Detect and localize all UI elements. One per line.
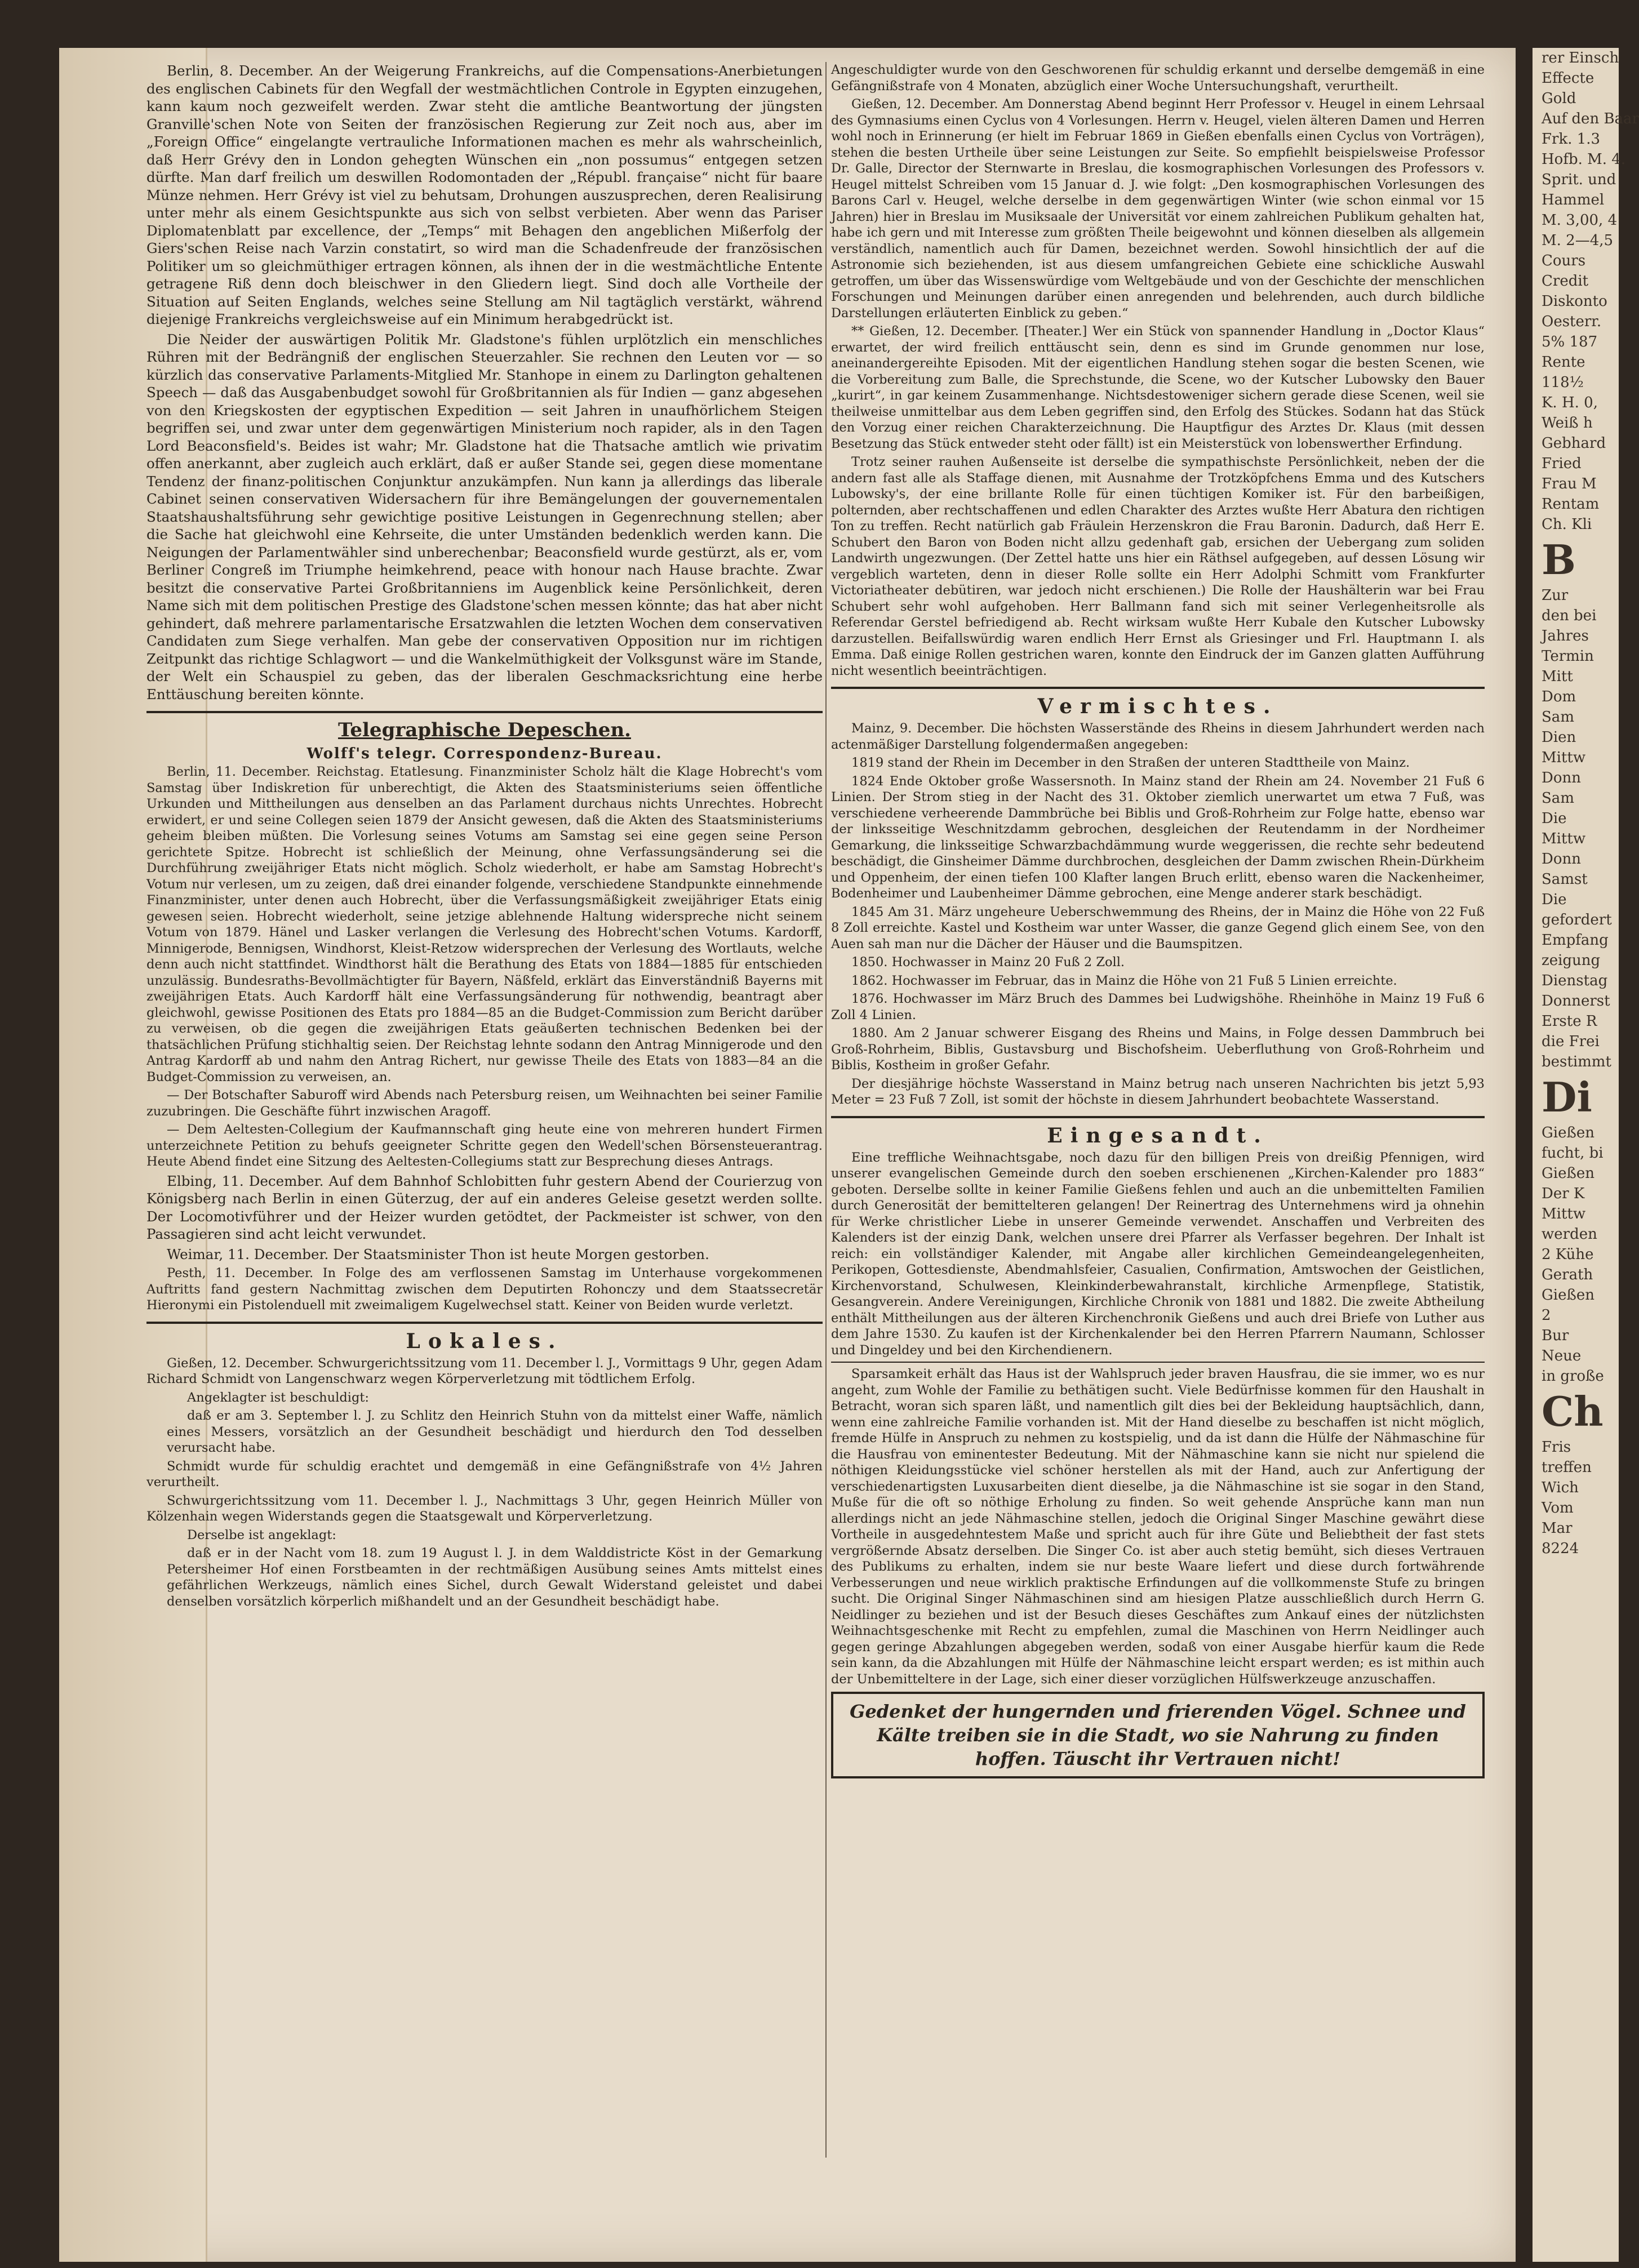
column-divider xyxy=(825,62,827,2158)
adjacent-page-text: Diskonto xyxy=(1542,293,1607,310)
adjacent-page-text: bestimmt xyxy=(1542,1053,1611,1070)
lokal-charge-label: Angeklagter ist beschuldigt: xyxy=(187,1390,369,1405)
adjacent-page-text: Mittw xyxy=(1542,749,1586,766)
adjacent-page-text: Credit xyxy=(1542,273,1589,290)
adjacent-page-text: Gießen xyxy=(1542,1165,1594,1182)
adjacent-page-text: Der K xyxy=(1542,1185,1585,1202)
article-theater: ** Gießen, 12. December. [Theater.] Wer ein Stück von spannender Handlung in „Doctor Klaus“ erwartet, der wird freilich enttäuscht sein, denn es sind im Grunde genommen nur lose, aneinandergereihte Episoden. Mit der eigentlichen Handlung stehen sogar die besten Scenen, wie die Vorbereitung zum Balle, die Sprechstunde, die Scene, wo der Kutscher Lubowsky den Bauer „kurirt“, in gar keinem Zusammenhange. Nichtsdestoweniger sichern gerade diese Scenen, weil sie theilweise unmittelbar aus dem Leben gegriffen sind, den Erfolg des Stückes. Sodann hat das Stück den Vorzug einer reichen Charakterzeichnung. Die Hauptfigur des Arztes Dr. Klaus (mit dessen Besetzung das Stück entweder steht oder fällt) ist ein Meisterstück von lobenswerther Erfindung. xyxy=(831,324,1485,451)
article-berlin: Berlin, 8. December. An der Weigerung Frankreichs, auf die Compensations-Anerbietungen des englischen Cabinets für den Wegfall der westmächtlichen Controle in Egypten einzugehen, kann kaum noch gezweifelt werden. Zwar steht die amtliche Beantwortung der jüngsten Granville'schen Note von Seiten der französischen Regierung zur Zeit noch aus, aber im „Foreign Office“ eingelangte vertrauliche Informationen machen es mehr als wahrscheinlich, daß Herr Grévy den in London gehegten Wünschen ein „non possumus“ entgegen setzen dürfte. Man darf freilich um deswillen Rodomontaden der „Républ. française“ nicht für baare Münze nehmen. Herr Grévy ist viel zu behutsam, Drohungen auszusprechen, deren Realisirung unter mehr als einem Gesichtspunkte aus sich von selbst verbieten. Aber wenn das Pariser Diplomatenblatt par excellence, der „Temps“ mit Behagen den angeblichen Mißerfolg der Giers'schen Reise nach Varzin constatirt, so wird man die Schadenfreude der französischen Politiker um so gleichmüthiger ertragen können, als ihnen der in die westmächtliche Entente getragene Riß denn doch bleischwer in den Gliedern liegt. Sind doch alle Vortheile der Situation auf Seiten Englands, welches seine Stellung am Nil tagtäglich verstärkt, während diejenige Frankreichs vergleichsweise auf ein Minimum herabgedrückt ist. xyxy=(146,63,823,327)
section-rule xyxy=(146,1322,823,1324)
adjacent-page-fragment xyxy=(1533,48,1639,2262)
dispatch-berlin: Berlin, 11. December. Reichstag. Etatlesung. Finanzminister Scholz hält die Klage Hobrecht's vom Samstag über Indiskretion für unberechtigt, die Akten des Staatsministeriums seien öffentliche Urkunden und Mittheilungen aus denselben an das Parlament durchaus nichts Unrechtes. Hobrecht erwidert, er und seine Collegen seien 1879 der Ansicht gewesen, daß die Akten des Staatsministeriums geheim bleiben müßten. Die Vorlesung seines Votums am Samstag sei eine gegen seine Person gerichtete Spitze. Hobrecht ist schließlich der Meinung, ohne Verfassungsänderung sei die Durchführung zweijähriger Etats nicht möglich. Scholz wiederholt, er habe am Samstag Hobrecht's Votum nur verlesen, um zu zeigen, daß drei einander folgende, verschiedene Standpunkte einnehmende Finanzminister, unter denen auch Hobrecht, über die Verfassungsmäßigkeit zweijähriger Etats einig gewesen seien. Hobrecht wiederholt, seine jetzige ablehnende Haltung widerspreche nicht seinem Votum von 1879. Hänel und Lasker verlangen die Verlesung des Hobrecht'schen Votums. Kardorff, Minnigerode, Bennigsen, Windhorst, Kleist-Retzow widersprechen der Verlesung des Wortlauts, welche denn auch nicht stattfindet. Windthorst hält die Berathung des Etats von 1884—1885 für entschieden unzulässig. Bundesraths-Bevollmächtigter für Bayern, Näßfeld, erklärt das Einverständniß Bayerns mit zweijährigen Etats. Auch Kardorff hält eine Verfassungsänderung für nothwendig, beantragt aber gleichwohl, gewisse Positionen des Etats pro 1884—85 an die Budget-Commission zum Bericht darüber zu verweisen, ob die gegen die zweijährigen Etats geäußerten technischen Bedenken bei der thatsächlichen Prüfung stichhaltig seien. Der Reichstag lehnte sodann den Antrag Minnigerode und den Antrag Kardorff ab und nahm den Antrag Richert, nur gewisse Theile des Etats von 1883—84 an die Budget-Commission zu verweisen, an. xyxy=(146,764,823,1084)
adjacent-page-text: Gießen xyxy=(1542,1124,1594,1141)
adjacent-page-text: M. 3,00, 4 xyxy=(1542,212,1618,229)
adjacent-page-text: Donn xyxy=(1542,770,1581,786)
adjacent-page-text: Wich xyxy=(1542,1479,1579,1496)
adjacent-page-text: M. 2—4,5 xyxy=(1542,232,1614,249)
adjacent-page-text: B xyxy=(1542,536,1576,584)
adjacent-page-text: Dom xyxy=(1542,688,1576,705)
adjacent-page-text: Rentam xyxy=(1542,496,1600,513)
flood-1876: 1876. Hochwasser im März Bruch des Dammes bei Ludwigshöhe. Rheinhöhe in Mainz 19 Fuß 6 Zoll 4 Linien. xyxy=(831,991,1485,1022)
adjacent-page-text: Effecte xyxy=(1542,70,1594,87)
article-berlin-p2: Die Neider der auswärtigen Politik Mr. Gladstone's fühlen urplötzlich ein menschliches Rühren mit der Bedrängniß der englischen Steuerzahler. Sie rechnen den Leuten vor — so kürzlich das conservative Parlaments-Mitglied Mr. Stanhope in einem zu Darlington gehaltenen Speech — daß das Ausgabenbudget sowohl für Großbritannien als für Indien — ganz abgesehen von den Kriegskosten der egyptischen Expedition — seit Jahren in unaufhörlichem Steigen begriffen sei, und zwar unter dem gegenwärtigen Ministerium noch rapider, als in den Tagen Lord Beaconsfield's. Beides ist wahr; Mr. Gladstone hat die Thatsache amtlich wie privatim offen anerkannt, aber zugleich auch erklärt, daß er außer Stande sei, gegen diese momentane Tendenz der finanz-politischen Conjunktur anzukämpfen. Nun kann ja allerdings das liberale Cabinet seinen conservativen Widersachern für ihre Bemängelungen der gouvernementalen Staatshaushaltsführung sehr gewichtige positive Leistungen in Gegenrechnung stellen; aber die Sache hat gleichwohl eine Kehrseite, die unter Umständen bedenklich werden kann. Die Neigungen der Parlamentwähler sind unberechenbar; Beaconsfield wurde gestürzt, als er, vom Berliner Congreß im Triumphe heimkehrend, peace with honour nach Hause brachte. Zwar besitzt die conservative Partei Großbritanniens im Augenblick keine Persönlichkeit, deren Name sich mit dem politischen Prestige des Gladstone'schen messen könnte; das hat aber nicht gehindert, daß mehrere parlamentarische Ersatzwahlen die letzten Wochen dem conservativen Candidaten zum Siege verhalfen. Man gebe der conservativen Opposition nur im richtigen Zeitpunkt das richtige Schlagwort — und die Wankelmüthigkeit der Volksgunst wäre im Stande, der Welt ein Schauspiel zu geben, das der liberalen Geschmacksrichtung eine herbe Enttäuschung bereiten könnte. xyxy=(146,331,823,702)
adjacent-page-text: Sprit. und xyxy=(1542,171,1616,188)
adjacent-page-text: werden xyxy=(1542,1226,1597,1243)
adjacent-page-text: Die xyxy=(1542,891,1567,908)
flood-current: Der diesjährige höchste Wasserstand in Mainz betrug nach unseren Nachrichten bis jetzt 5,93 Meter = 23 Fuß 7 Zoll, ist somit der höchste in diesem Jahrhundert beobachtete Wasserstand. xyxy=(831,1076,1485,1107)
adjacent-page-text: Weiß h xyxy=(1542,415,1593,432)
adjacent-page-text: die Frei xyxy=(1542,1033,1600,1050)
lokal-charge-text-2: daß er in der Nacht vom 18. zum 19 August l. J. in dem Walddistricte Köst in der Gemarkung Petersheimer Hof einen Forstbeamten in der rechtmäßigen Ausübung seines Amts mittelst eines gefährlichen Werkzeugs, nämlich eines Sichel, durch Gewalt Widerstand geleistet und dabei denselben vorsätzlich körperlich mißhandelt und an der Gesundheit beschädigt habe. xyxy=(167,1546,823,1609)
lokal-verdict: Schmidt wurde für schuldig erachtet und demgemäß in eine Gefängnißstrafe von 4½ Jahren verurtheilt. xyxy=(146,1458,823,1489)
adjacent-page-text: 2 Kühe xyxy=(1542,1246,1594,1263)
adjacent-page-text: den bei xyxy=(1542,607,1597,624)
adjacent-page-text: Frk. 1.3 xyxy=(1542,131,1601,148)
adjacent-page-text: Hofb. M. 4. xyxy=(1542,151,1626,168)
adjacent-page-text: Samst xyxy=(1542,871,1588,888)
adjacent-page-text: Dienstag xyxy=(1542,972,1608,989)
adjacent-page-text: Gebhard xyxy=(1542,435,1606,452)
adjacent-page-text: treffen xyxy=(1542,1459,1592,1476)
section-title-eingesandt: Eingesandt. xyxy=(1047,1123,1269,1148)
adjacent-page-text: Bur xyxy=(1542,1327,1569,1344)
letter-kirchenkalender: Eine treffliche Weihnachtsgabe, noch dazu für den billigen Preis von dreißig Pfennigen, wird unserer evangelischen Gemeinde durch den soeben erschienenen „Kirchen-Kalender pro 1883“ geboten. Derselbe sollte in keiner Familie Gießens fehlen und auch an die unbemittelten Familien durch Generosität der bemittelteren gelangen! Der Reinertrag des Unternehmens wird ja ohnehin für Werke christlicher Liebe in unserer Gemeinde verwendet. Anschaffen und Verbreiten des Kalenders ist der einzig Dank, welchen unsere drei Pfarrer als Verfasser begehren. Der Inhalt ist reich: ein vollständiger Kalender, mit Angabe aller kirchlichen Gemeindeangelegenheiten, Perikopen, Gottesdienste, Abendmahlsfeier, Casualien, Confirmation, Amtswochen der Geistlichen, Kirchenvorstand, Schulwesen, Kleinkinderbewahranstalt, kirchliche Armenpflege, Statistik, Gesangverein. Andere Vereinigungen, Kirchliche Chronik von 1881 und 1882. Die zweite Abtheilung enthält Mittheilungen aus der älteren Kirchenchronik Gießens und auch drei Briefe von Luther aus dem Jahre 1530. Zu kaufen ist der Kirchenkalender bei den Herren Pfarrern Naumann, Schlosser und Dingeldey und bei den Kirchendienern. xyxy=(831,1150,1485,1358)
adjacent-page-text: Ch xyxy=(1542,1388,1604,1435)
adjacent-page-text: Zur xyxy=(1542,587,1569,604)
letter-singer: Sparsamkeit erhält das Haus ist der Wahlspruch jeder braven Hausfrau, die sie immer, wo es nur angeht, zum Wohle der Familie zu bethätigen sucht. Viele Bedürfnisse kommen für den Haushalt in Betracht, woran sich sparen läßt, und namentlich gilt dies bei der Bekleidung hauptsächlich, dann, wenn eine zahlreiche Familie vorhanden ist. Mit der Hand dieselbe zu beschaffen ist nicht möglich, fremde Hülfe in Anspruch zu nehmen zu kostspielig, und da ist dann die Hülfe der Nähmaschine für die Hausfrau von eminentester Bedeutung. Mit der Nähmaschine kann sie nicht nur spielend die nöthigen Kleidungsstücke viel schöner herstellen als mit der Hand, auch zur Anfertigung der verschiedenartigsten Luxusarbeiten dient dieselbe, ja die Nähmaschine ist sie sogar in den Stand, Muße für die oft so nöthige Erholung zu finden. So weit gehende Ansprüche kann man nun allerdings nicht an jede Nähmaschine stellen, jedoch die Original Singer Maschine gewährt diese Vortheile in ausgedehntestem Maße und spricht auch für ihre Güte und Beliebtheit der fast stets vergrößernde Absatz derselben. Die Singer Co. ist aber auch stetig bemüht, sich dieses Vertrauen des Publikums zu erhalten, indem sie nur beste Waare liefert und diese durch fortwährende Verbesserungen und neue wirklich praktische Erfindungen auf die vollkommenste Stufe zu bringen sucht. Die Original Singer Nähmaschinen sind am hiesigen Platze ausschließlich durch Herrn G. Neidlinger zu beziehen und ist der Besuch dieses Geschäftes zum Ankauf eines der nützlichsten Weihnachtsgeschenke mit Recht zu empfehlen, zumal die Maschinen von Herrn Neidlinger auch gegen geringe Abzahlungen abgegeben werden, sodaß von einer Ausgabe hierfür kaum die Rede sein kann, da die Abzahlungen mit Hülfe der Nähmaschine leicht erspart werden; es ist mithin auch der Unbemitteltere in der Lage, sich einer dieser vorzüglichen Hülfswerkzeuge anzuschaffen. xyxy=(831,1367,1485,1687)
adjacent-page-text: Rente xyxy=(1542,354,1585,371)
section-rule xyxy=(831,687,1485,689)
adjacent-page-text: Oesterr. xyxy=(1542,313,1602,330)
adjacent-page-text: Di xyxy=(1542,1073,1592,1121)
adjacent-page-text: Empfang xyxy=(1542,932,1609,949)
adjacent-page-text: 2 xyxy=(1542,1307,1551,1324)
adjacent-page-text: Mar xyxy=(1542,1520,1573,1537)
flood-1880: 1880. Am 2 Januar schwerer Eisgang des Rheins und Mains, in Folge dessen Dammbruch bei Groß-Rohrheim, Biblis, Gustavsburg und Bischofsheim. Ueberfluthung von Groß-Rohrheim und Biblis, Kostheim in großer Gefahr. xyxy=(831,1026,1485,1073)
lokal-schwurgericht-2: Schwurgerichtssitzung vom 11. December l. J., Nachmittags 3 Uhr, gegen Heinrich Müller von Kölzenhain wegen Widerstands gegen die Staatsgewalt und Körperverletzung. xyxy=(146,1493,823,1524)
section-title-vermischtes: Vermischtes. xyxy=(1037,695,1278,718)
adjacent-page-text: Auf den Baar xyxy=(1542,110,1639,127)
adjacent-page-text: Die xyxy=(1542,810,1567,827)
adjacent-page-text: Frau M xyxy=(1542,475,1597,492)
article-heugel-lectures: Gießen, 12. December. Am Donnerstag Abend beginnt Herr Professor v. Heugel in einem Lehrsaal des Gymnasiums einen Cyclus von 4 Vorlesungen. Herrn v. Heugel, vielen älteren Damen und Herren wohl noch in Erinnerung (er hielt im Februar 1869 in Gießen ebenfalls einen Cyclus von Vorträgen), stehen die besten Urtheile über seine Leistungen zur Seite. So empfiehlt beispielsweise Professor Dr. Galle, Director der Sternwarte in Breslau, die kosmographischen Vorlesungen des Professors v. Heugel mittelst Schreiben vom 15 Januar d. J. wie folgt: „Den kosmographischen Vorlesungen des Barons Carl v. Heugel, welche derselbe in dem gegenwärtigen Winter (wie schon einmal vor 15 Jahren) hier in Breslau im Musiksaale der Universität vor einem zahlreichen Publikum gehalten hat, habe ich gern und mit Interesse zum größten Theile beigewohnt und können dieselben als allgemein verständlich, namentlich auch für Damen, bezeichnet werden. Sowohl hinsichtlich der auf die Astronomie sich beziehenden, ist aus diesem umfangreichen Gebiete eine schickliche Auswahl getroffen, um über das Wissenswürdige vom Weltgebäude und von der Geschichte der menschlichen Forschungen und Meinungen darüber einen anregenden und belehrenden, auch durch bildliche Darstellungen erläuterten Einblick zu geben.“ xyxy=(831,97,1485,321)
adjacent-page-text: Mittw xyxy=(1542,1206,1586,1222)
adjacent-page-text: Sam xyxy=(1542,709,1574,726)
adjacent-page-text: Jahres xyxy=(1542,628,1589,644)
section-title-telegraphische: Telegraphische Depeschen. xyxy=(337,719,631,741)
flood-1819: 1819 stand der Rhein im December in den Straßen der unteren Stadttheile von Mainz. xyxy=(851,755,1410,770)
adjacent-page-text: Gießen xyxy=(1542,1287,1594,1304)
adjacent-page-text: Gold xyxy=(1542,90,1576,107)
adjacent-page-text: Donn xyxy=(1542,851,1581,868)
adjacent-page-text: zeigung xyxy=(1542,952,1601,969)
adjacent-page-text: Mitt xyxy=(1542,668,1573,685)
adjacent-page-text: fucht, bi xyxy=(1542,1145,1604,1162)
section-title-lokales: Lokales. xyxy=(406,1329,563,1353)
lokal-charge-label-2: Derselbe ist angeklagt: xyxy=(187,1527,336,1542)
adjacent-page-text: 5% 187 xyxy=(1542,333,1598,350)
adjacent-page-text: Erste R xyxy=(1542,1013,1597,1030)
section-rule xyxy=(831,1116,1485,1118)
adjacent-page-text: Fried xyxy=(1542,455,1582,472)
notice-box-birds: Gedenket der hungernden und frierenden Vögel. Schnee und Kälte treiben sie in die Stadt, wo sie Nahrung zu finden hoffen. Täuscht ihr Vertrauen nicht! xyxy=(831,1692,1485,1778)
article-theater-p2: Trotz seiner rauhen Außenseite ist derselbe die sympathischste Persönlichkeit, neben der die andern fast alle als Staffage dienen, mit Ausnahme der Trotzköpfchens Emma und des Kutschers Lubowsky's, der eine brillante Rolle für einen tüchtigen Komiker ist. Für den barbeißigen, polternden, aber rechtschaffenen und edlen Charakter des Arztes wußte Herr Abatura den richtigen Ton zu treffen. Recht natürlich gab Fräulein Herzenskron die Frau Baronin. Dadurch, daß Herr E. Schubert den Baron von Boden nicht allzu gedenhaft gab, ersichen der Uebergang zum soliden Landwirth ungezwungen. (Der Zettel hatte uns hier ein Räthsel aufgegeben, auf dessen Lösung wir vergeblich warteten, denn in dieser Rolle sollte ein Herr Adolphi Schmitt vom Frankfurter Victoriatheater debütiren, war jedoch nicht erschienen.) Die Rolle der Haushälterin war bei Frau Schubert sehr wohl aufgehoben. Herr Ballmann fand sich mit seiner Verlegenheitsrolle als Referendar Gerstel befriedigend ab. Recht wirksam wußte Herr Kubale den Kutscher Lubowsky darzustellen. Beifallswürdig waren endlich Herr Ernst als Griesinger und Frl. Hauptmann I. als Emma. Daß einige Rollen gestrichen waren, konnte den Eindruck der im Ganzen glatten Aufführung nicht wesentlich beeinträchtigen. xyxy=(831,455,1485,678)
dispatch-weimar: Weimar, 11. December. Der Staatsminister Thon ist heute Morgen gestorben. xyxy=(167,1246,709,1262)
dispatch-elbing: Elbing, 11. December. Auf dem Bahnhof Schlobitten fuhr gestern Abend der Courierzug von Königsberg nach Berlin in einen Güterzug, der auf ein anderes Geleise gesetzt werden sollte. Der Locomotivführer und der Heizer wurden getödtet, der Packmeister ist schwer, von den Passagieren sind acht leicht verwundet. xyxy=(146,1172,823,1242)
dispatch-pesth: Pesth, 11. December. In Folge des am verflossenen Samstag im Unterhause vorgekommenen Auftritts fand gestern Nachmittag zwischen dem Deputirten Rohonczy und dem Staatssecretär Hieronymi ein Pistolenduell mit zweimaligem Kugelwechsel statt. Keiner von Beiden wurde verletzt. xyxy=(146,1266,823,1313)
right-column xyxy=(831,62,1485,1778)
lokal-charge-text: daß er am 3. September l. J. zu Schlitz den Heinrich Stuhn von da mittelst einer Waffe, nämlich eines Messers, vorsätzlich an der Gesundheit beschädigt und hierdurch den Tod desselben verursacht habe. xyxy=(167,1408,823,1455)
flood-1862: 1862. Hochwasser im Februar, das in Mainz die Höhe von 21 Fuß 5 Linien erreichte. xyxy=(851,973,1397,988)
adjacent-page-text: Vom xyxy=(1542,1500,1574,1517)
adjacent-page-text: Gerath xyxy=(1542,1266,1593,1283)
adjacent-page-text: Sam xyxy=(1542,790,1574,807)
adjacent-page-text: Hammel xyxy=(1542,192,1605,208)
left-column xyxy=(146,62,823,1612)
dispatch-saburoff: — Der Botschafter Saburoff wird Abends nach Petersburg reisen, um Weihnachten bei seiner Familie zuzubringen. Die Geschäfte führt inzwischen Aragoff. xyxy=(146,1088,823,1119)
adjacent-page-text: Cours xyxy=(1542,252,1586,269)
adjacent-page-text: K. H. 0, xyxy=(1542,394,1598,411)
adjacent-page-text: Dien xyxy=(1542,729,1576,746)
adjacent-page-text: in große xyxy=(1542,1368,1604,1385)
flood-intro: Mainz, 9. December. Die höchsten Wasserstände des Rheins in diesem Jahrhundert werden nach actenmäßiger Darstellung folgendermaßen angegeben: xyxy=(831,721,1485,752)
flood-1845: 1845 Am 31. März ungeheure Ueberschwemmung des Rheins, der in Mainz die Höhe von 22 Fuß 8 Zoll erreichte. Kastel und Kostheim war unter Wasser, die ganze Gegend glich einem See, von den Auen sah man nur die Dächer der Häuser und die Baumspitzen. xyxy=(831,904,1485,951)
adjacent-page-text: Neue xyxy=(1542,1348,1582,1364)
adjacent-page-text: 8224 xyxy=(1542,1540,1579,1557)
section-subtitle-wolff: Wolff's telegr. Correspondenz-Bureau. xyxy=(307,745,663,762)
adjacent-page-text: rer Einsch xyxy=(1542,50,1619,66)
article-verdict-cont: Angeschuldigter wurde von den Geschworenen für schuldig erkannt und derselbe demgemäß in eine Gefängnißstrafe von 4 Monaten, abzüglich einer Woche Untersuchungshaft, verurtheilt. xyxy=(831,63,1485,94)
adjacent-page-text: Fris xyxy=(1542,1439,1571,1456)
flood-1850: 1850. Hochwasser in Mainz 20 Fuß 2 Zoll. xyxy=(851,955,1125,970)
section-rule xyxy=(146,711,823,713)
adjacent-page-text: Termin xyxy=(1542,648,1594,665)
adjacent-page-text: Donnerst xyxy=(1542,993,1610,1010)
adjacent-page-text: 118½ xyxy=(1542,374,1584,391)
adjacent-page-text: Ch. Kli xyxy=(1542,516,1592,533)
adjacent-page-text: gefordert xyxy=(1542,911,1612,928)
adjacent-page-text: Mittw xyxy=(1542,830,1586,847)
dispatch-kaufmannschaft: — Dem Aeltesten-Collegium der Kaufmannschaft ging heute eine von mehreren hundert Firmen unterzeichnete Petition zu behufs geeigneter Schritte gegen den Wedell'schen Börsensteuerantrag. Heute Abend findet eine Sitzung des Aeltesten-Collegiums statt zur Besprechung dieses Antrags. xyxy=(146,1122,823,1169)
lokal-schwurgericht-1: Gießen, 12. December. Schwurgerichtssitzung vom 11. December l. J., Vormittags 9 Uhr, gegen Adam Richard Schmidt von Langenschwarz wegen Körperverletzung mit tödtlichem Erfolg. xyxy=(146,1355,823,1386)
flood-1824: 1824 Ende Oktober große Wassersnoth. In Mainz stand der Rhein am 24. November 21 Fuß 6 Linien. Der Strom stieg in der Nacht des 31. Oktober ziemlich unerwartet um etwa 7 Fuß, was verschiedene verheerende Dammbrüche bei Biblis und Groß-Rohrheim zur Folge hatte, ebenso war der linksseitige Weschnitzdamm gebrochen, desgleichen der Reutendamm in der Nordheimer Gemarkung, die linksseitige Schwarzbachdämmung wurde weggerissen, die rechte sehr bedeutend beschädigt, die Ginsheimer Dämme durchbrochen, desgleichen der Damm zwischen Rhein-Dürkheim und Oppenheim, der einen tiefen 100 Klafter langen Bruch erlitt, ebenso waren die Nackenheimer, Bodenheimer und Laubenheimer Dämme gebrochen, eine Menge anderer stark beschädigt. xyxy=(831,773,1485,901)
section-rule-thin xyxy=(831,1362,1485,1363)
